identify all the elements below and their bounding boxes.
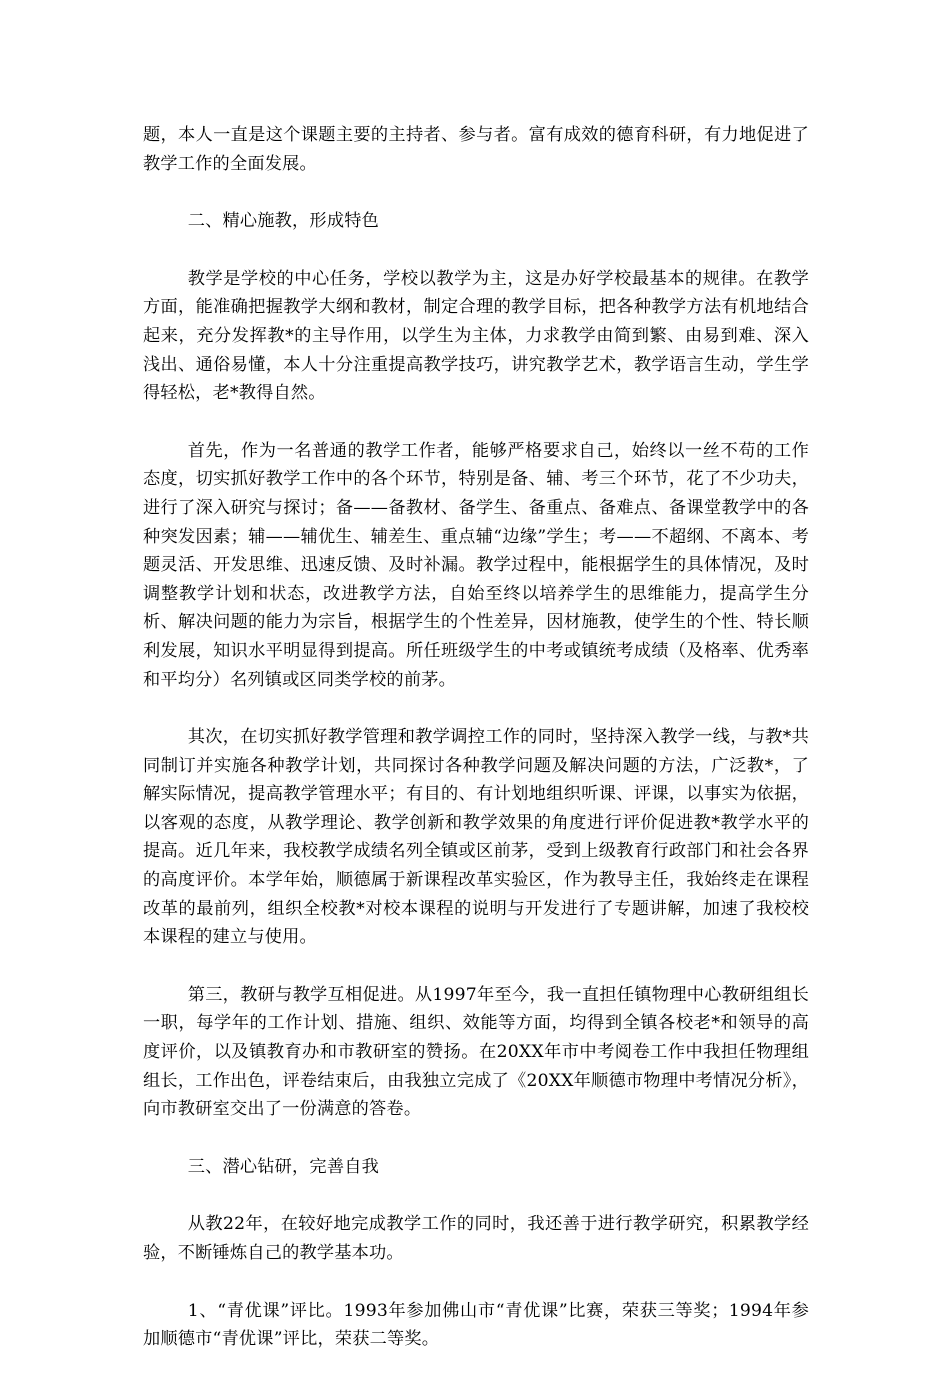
paragraph-firstly: 首先，作为一名普通的教学工作者，能够严格要求自己，始终以一丝不苟的工作态度，切实抓好教学工作中的各个环节，特别是备、辅、考三个环节，花了不少功夫，进行了深入研究与探讨；备——备教材、备学生、备重点、备难点、备课堂教学中的各种突发因素；辅——辅优生、辅差生、重点辅“边缘”学生；考——不超纲、不离本、考题灵活、开发思维、迅速反馈、及时补漏。教学过程中，能根据学生的具体情况，及时调整教学计划和状态，改进教学方法，自始至终以培养学生的思维能力，提高学生分析、解决问题的能力为宗旨，根据学生的个性差异，因材施教，使学生的个性、特长顺利发展，知识水平明显得到提高。所任班级学生的中考或镇统考成绩（及格率、优秀率和平均分）名列镇或区同类学校的前茅。 — [143, 440, 809, 690]
paragraph-research-intro: 从教22年，在较好地完成教学工作的同时，我还善于进行教学研究，积累教学经验，不断锤炼自己的教学基本功。 — [143, 1214, 809, 1263]
paragraph-thirdly: 第三，教研与教学互相促进。从1997年至今，我一直担任镇物理中心教研组组长一职，每学年的工作计划、措施、组织、效能等方面，均得到全镇各校老*和领导的高度评价，以及镇教育办和市教研室的赞扬。在20XX年市中考阅卷工作中我担任物理组组长，工作出色，评卷结束后，由我独立完成了《20XX年顺德市物理中考情况分析》，向市教研室交出了一份满意的答卷。 — [143, 984, 809, 1120]
section-heading-3: 三、潜心钻研，完善自我 — [187, 1156, 379, 1177]
document-body — [143, 121, 809, 1383]
paragraph-continuation: 题，本人一直是这个课题主要的主持者、参与者。富有成效的德育科研，有力地促进了教学工作的全面发展。 — [143, 125, 809, 174]
section-heading-2: 二、精心施教，形成特色 — [187, 211, 379, 232]
paragraph-teaching-core: 教学是学校的中心任务，学校以教学为主，这是办好学校最基本的规律。在教学方面，能准确把握教学大纲和教材，制定合理的教学目标，把各种教学方法有机地结合起来，充分发挥教*的主导作用，以学生为主体，力求教学由简到繁、由易到难、深入浅出、通俗易懂，本人十分注重提高教学技巧，讲究教学艺术，教学语言生动，学生学得轻松，老*教得自然。 — [143, 268, 809, 404]
paragraph-secondly: 其次，在切实抓好教学管理和教学调控工作的同时，坚持深入教学一线，与教*共同制订并实施各种教学计划，共同探讨各种教学问题及解决问题的方法，广泛教*，了解实际情况，提高教学管理水平；有目的、有计划地组织听课、评课，以事实为依据，以客观的态度，从教学理论、教学创新和教学效果的角度进行评价促进教*教学水平的提高。近几年来，我校教学成绩名列全镇或区前茅，受到上级教育行政部门和社会各界的高度评价。本学年始，顺德属于新课程改革实验区，作为教导主任，我始终走在课程改革的最前列，组织全校教*对校本课程的说明与开发进行了专题讲解，加速了我校校本课程的建立与使用。 — [143, 727, 809, 948]
paragraph-award-item-1: 1、“青优课”评比。1993年参加佛山市“青优课”比赛，荣获三等奖；1994年参加顺德市“青优课”评比，荣获二等奖。 — [143, 1300, 809, 1350]
